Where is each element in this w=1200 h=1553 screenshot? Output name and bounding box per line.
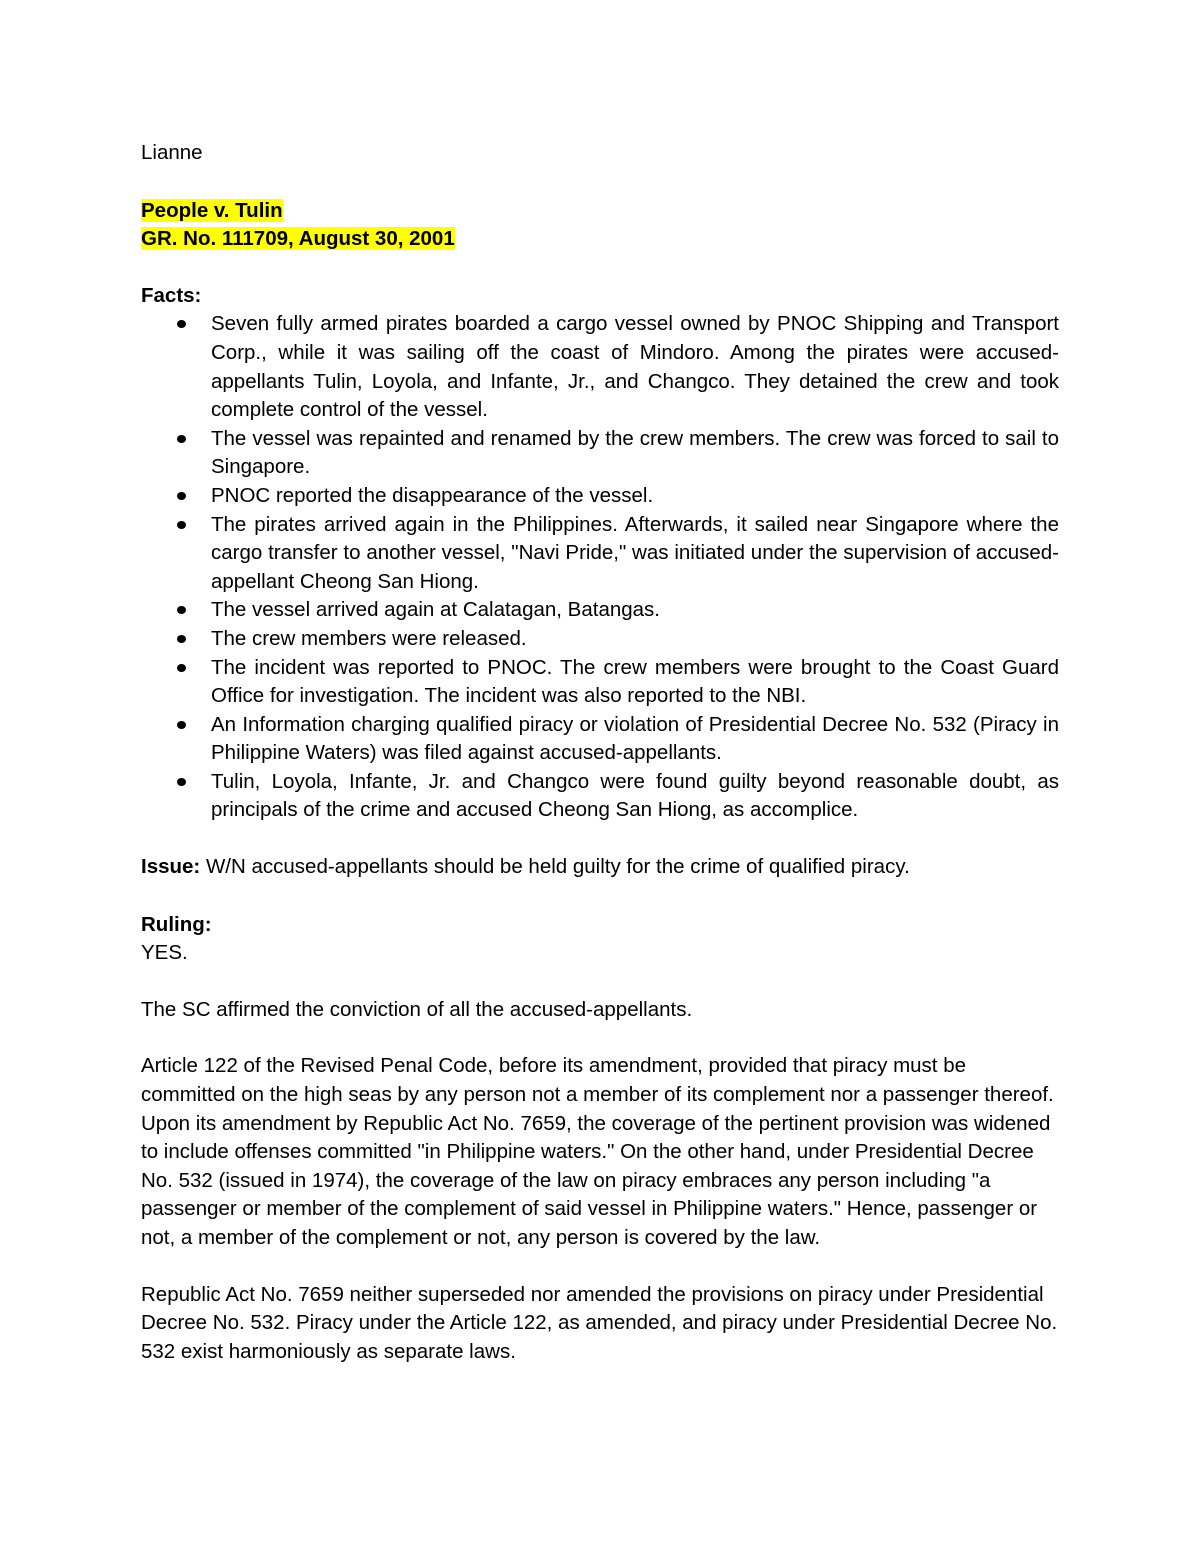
- case-title: [141, 197, 1059, 226]
- case-gr-highlight: GR. No. 111709, August 30, 2001: [141, 227, 455, 251]
- fact-text: The crew members were released.: [211, 626, 527, 650]
- bullet-icon: [177, 606, 186, 614]
- bullet-icon: [177, 320, 186, 328]
- case-gr-number: [141, 225, 1059, 254]
- document-page: [141, 139, 1059, 1366]
- fact-text: Seven fully armed pirates boarded a cargo vessel owned by PNOC Shipping and Transport Corp., while it was sailing off the coast of Mindoro. Among the pirates were accused-appellants Tulin, Loyola, and Infante, Jr., and Changco. They detained the crew and took complete control of the vessel.: [211, 312, 1059, 422]
- bullet-icon: [177, 721, 186, 729]
- ruling-paragraph: The SC affirmed the conviction of all the accused-appellants.: [141, 997, 693, 1021]
- fact-text: The incident was reported to PNOC. The crew members were brought to the Coast Guard Office for investigation. The incident was also reported to the NBI.: [211, 655, 1059, 708]
- case-title-highlight: People v. Tulin: [141, 198, 283, 222]
- bullet-icon: [177, 664, 186, 672]
- facts-list-item: [211, 425, 1059, 482]
- facts-list-item: [211, 625, 1059, 654]
- ruling-paragraph: Article 122 of the Revised Penal Code, before its amendment, provided that piracy must be committed on the high seas by any person not a member of its complement nor a passenger thereof. Upon its amendment by Republic Act No. 7659, the coverage of the pertinent provision was widened to include offenses committed "in Philippine waters." On the other hand, under Presidential Decree No. 532 (issued in 1974), the coverage of the law on piracy embraces any person including "a passenger or member of the complement of said vessel in Philippine waters." Hence, passenger or not, a member of the complement or not, any person is covered by the law.: [141, 1054, 1054, 1249]
- bullet-icon: [177, 435, 186, 443]
- bullet-icon: [177, 521, 186, 529]
- fact-text: Tulin, Loyola, Infante, Jr. and Changco were found guilty beyond reasonable doubt, as principals of the crime and accused Cheong San Hiong, as accomplice.: [211, 769, 1059, 822]
- facts-list-item: [211, 711, 1059, 768]
- ruling-paragraph: Republic Act No. 7659 neither superseded nor amended the provisions on piracy under Presidential Decree No. 532. Piracy under the Article 122, as amended, and piracy under Presidential Decree No. 532 exist harmoniously as separate laws.: [141, 1282, 1058, 1363]
- bullet-icon: [177, 778, 186, 786]
- bullet-icon: [177, 635, 186, 643]
- facts-list-item: [211, 511, 1059, 597]
- fact-text: PNOC reported the disappearance of the vessel.: [211, 483, 654, 507]
- fact-text: The vessel arrived again at Calatagan, Batangas.: [211, 598, 660, 622]
- facts-list-item: [211, 654, 1059, 711]
- facts-heading: Facts:: [141, 283, 202, 307]
- facts-list-item: [211, 596, 1059, 625]
- ruling-answer: YES.: [141, 941, 188, 965]
- fact-text: The pirates arrived again in the Philippines. Afterwards, it sailed near Singapore where the cargo transfer to another vessel, "Navi Pride," was initiated under the supervision of accused-appellant Cheong San Hiong.: [211, 512, 1059, 593]
- issue-paragraph: [141, 853, 1059, 882]
- bullet-icon: [177, 492, 186, 500]
- ruling-heading: Ruling:: [141, 912, 212, 936]
- issue-text: W/N accused-appellants should be held guilty for the crime of qualified piracy.: [200, 855, 910, 879]
- issue-heading: Issue:: [141, 855, 201, 879]
- facts-list-item: [211, 768, 1059, 825]
- author-name: Lianne: [141, 141, 203, 164]
- fact-text: An Information charging qualified piracy or violation of Presidential Decree No. 532 (Piracy in Philippine Waters) was filed against accused-appellants.: [211, 712, 1059, 765]
- facts-list-item: [211, 482, 1059, 511]
- fact-text: The vessel was repainted and renamed by the crew members. The crew was forced to sail to Singapore.: [211, 426, 1059, 479]
- facts-list: [141, 310, 1059, 825]
- facts-list-item: [211, 310, 1059, 424]
